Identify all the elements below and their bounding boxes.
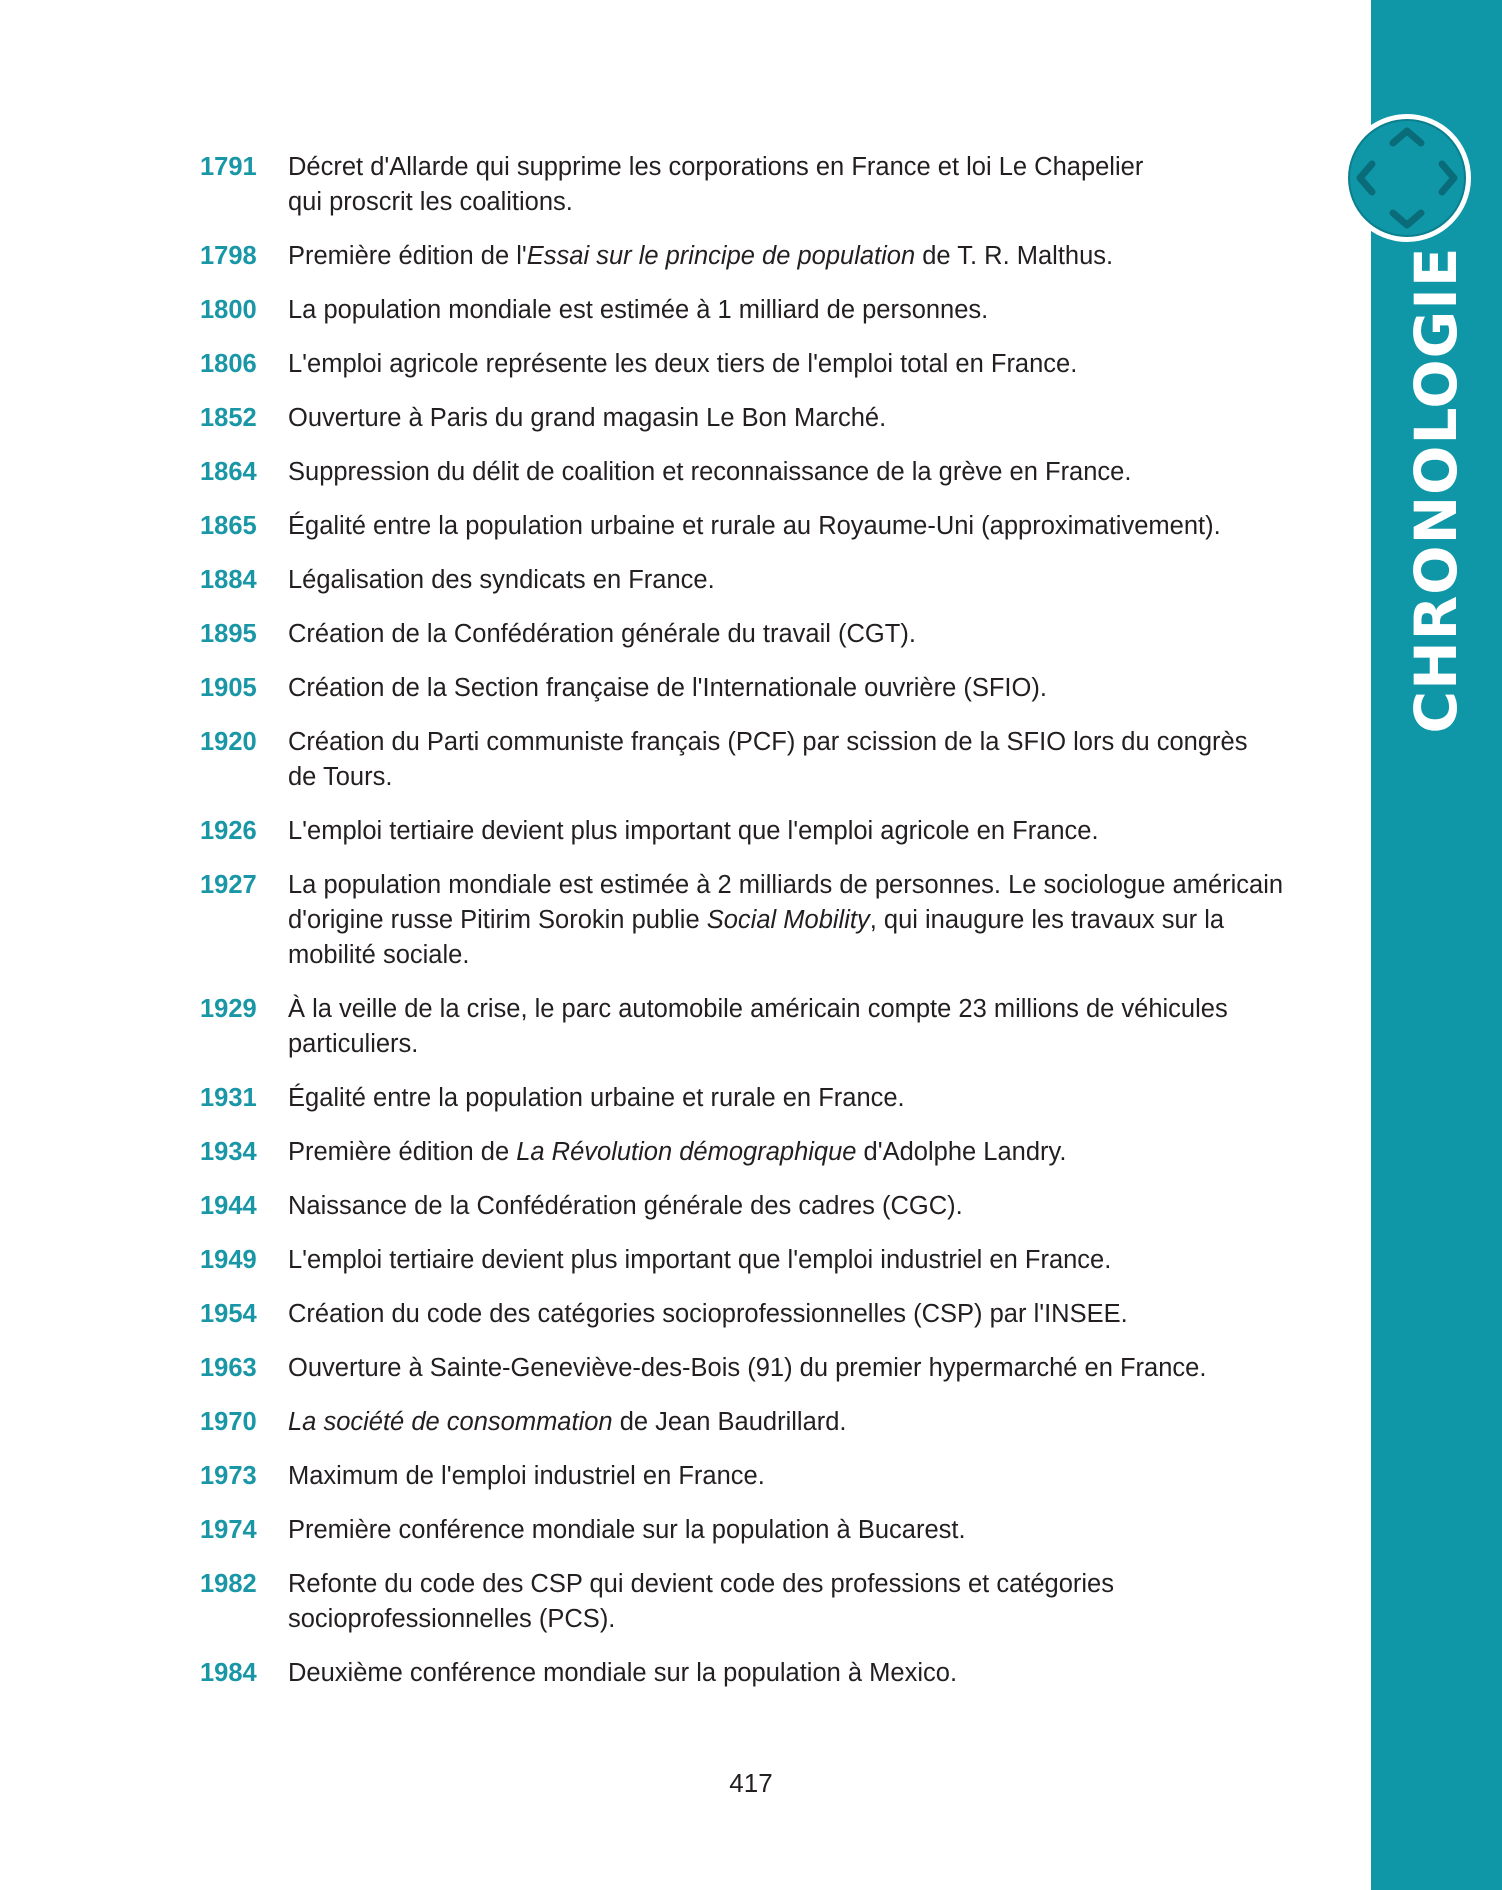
entry-year: 1973 [200,1462,257,1490]
entry-text-part: socioprofessionnelles (PCS). [288,1605,616,1633]
section-title: CHRONOLOGIE [1402,246,1470,734]
entry-text [288,563,1320,598]
entry-text-part: Création du code des catégories socioprofessionnelles (CSP) par l'INSEE. [288,1300,1128,1328]
entry-text-part: particuliers. [288,1030,419,1058]
entry-text [288,1081,1320,1116]
entry-text [288,868,1320,973]
entry-text [288,1351,1320,1386]
chronology-entry [200,455,1320,490]
entry-text-part: Suppression du délit de coalition et reconnaissance de la grève en France. [288,458,1132,486]
entry-year: 1884 [200,566,257,594]
entry-year: 1905 [200,674,257,702]
entry-text-part: de T. R. Malthus. [915,242,1114,270]
entry-text [288,671,1320,706]
entry-text-part: de Jean Baudrillard. [612,1408,847,1436]
entry-year: 1864 [200,458,257,486]
chronology-entry [200,1081,1320,1116]
page-number: 417 [729,1768,773,1798]
entry-title-italic: Essai sur le principe de population [526,242,916,270]
entry-year: 1931 [200,1084,257,1112]
chronology-entry [200,239,1320,274]
entry-year: 1974 [200,1516,257,1544]
entry-year: 1963 [200,1354,257,1382]
entry-text-part: Égalité entre la population urbaine et rurale en France. [288,1084,905,1112]
entry-year: 1934 [200,1138,257,1166]
entry-text [288,1567,1320,1637]
chronology-list [200,150,1320,1710]
entry-text [288,617,1320,652]
entry-text-part: Naissance de la Confédération générale des cadres (CGC). [288,1192,963,1220]
chronology-entry [200,671,1320,706]
entry-text-part: L'emploi tertiaire devient plus important que l'emploi industriel en France. [288,1246,1112,1274]
entry-text-part: Ouverture à Sainte-Geneviève-des-Bois (91) du premier hypermarché en France. [288,1354,1207,1382]
entry-text-part: Ouverture à Paris du grand magasin Le Bon Marché. [288,404,887,432]
chronology-entry [200,617,1320,652]
entry-text-part: d'Adolphe Landry. [856,1138,1067,1166]
entry-text-part: Première édition de l' [288,242,527,270]
chronology-entry [200,293,1320,328]
entry-text [288,509,1320,544]
entry-text [288,1243,1320,1278]
entry-year: 1920 [200,728,257,756]
entry-year: 1984 [200,1659,257,1687]
entry-text [288,814,1320,849]
entry-text-part: L'emploi agricole représente les deux tiers de l'emploi total en France. [288,350,1078,378]
entry-text-part: Deuxième conférence mondiale sur la population à Mexico. [288,1659,958,1687]
entry-year: 1949 [200,1246,257,1274]
chronology-entry [200,1351,1320,1386]
chronology-entry [200,868,1320,973]
entry-year: 1982 [200,1570,257,1598]
entry-text-part: Première conférence mondiale sur la population à Bucarest. [288,1516,966,1544]
entry-year: 1852 [200,404,257,432]
entry-text-part: La population mondiale est estimée à 2 milliards de personnes. Le sociologue américain [288,871,1284,899]
arrows-navigation-icon [1340,111,1474,245]
chronology-entry [200,401,1320,436]
entry-text-part: L'emploi tertiaire devient plus important que l'emploi agricole en France. [288,817,1099,845]
entry-text [288,1297,1320,1332]
entry-text [288,1459,1320,1494]
entry-text-part: de Tours. [288,763,393,791]
entry-year: 1929 [200,995,257,1023]
entry-text [288,239,1320,274]
entry-year: 1970 [200,1408,257,1436]
entry-text [288,293,1320,328]
chronology-entry [200,1135,1320,1170]
entry-year: 1927 [200,871,257,899]
entry-year: 1806 [200,350,257,378]
entry-title-italic: La société de consommation [288,1408,613,1436]
chronology-entry [200,1459,1320,1494]
entry-year: 1954 [200,1300,257,1328]
entry-title-italic: La Révolution démographique [516,1138,857,1166]
chronology-entry [200,992,1320,1062]
chronology-entry [200,150,1320,220]
entry-text-part: , qui inaugure les travaux sur la [869,906,1225,934]
chronology-entry [200,563,1320,598]
chronology-entry [200,1243,1320,1278]
chronology-entry [200,509,1320,544]
chronology-entry [200,347,1320,382]
chronology-entry [200,1656,1320,1691]
entry-text-part: Première édition de [288,1138,517,1166]
entry-year: 1791 [200,153,257,181]
entry-text-part: À la veille de la crise, le parc automobile américain compte 23 millions de véhicules [288,995,1228,1023]
chronology-entry [200,725,1320,795]
entry-text-part: Refonte du code des CSP qui devient code des professions et catégories [288,1570,1114,1598]
entry-text-part: qui proscrit les coalitions. [288,188,573,216]
entry-text [288,347,1320,382]
chronology-entry [200,1567,1320,1637]
entry-text-part: Décret d'Allarde qui supprime les corporations en France et loi Le Chapelier [288,153,1144,181]
entry-year: 1944 [200,1192,257,1220]
chronology-entry [200,1513,1320,1548]
chronology-entry [200,1405,1320,1440]
entry-text [288,1135,1320,1170]
entry-text-part: Création de la Confédération générale du travail (CGT). [288,620,916,648]
entry-text [288,1189,1320,1224]
entry-text-part: Légalisation des syndicats en France. [288,566,715,594]
entry-text [288,1656,1320,1691]
entry-text [288,992,1320,1062]
entry-year: 1895 [200,620,257,648]
entry-year: 1800 [200,296,257,324]
chronology-entry [200,814,1320,849]
entry-text-part: d'origine russe Pitirim Sorokin publie [288,906,707,934]
entry-text [288,1513,1320,1548]
entry-year: 1865 [200,512,257,540]
entry-text-part: La population mondiale est estimée à 1 milliard de personnes. [288,296,989,324]
entry-text [288,1405,1320,1440]
entry-text-part: Égalité entre la population urbaine et rurale au Royaume-Uni (approximativement). [288,512,1221,540]
entry-text [288,150,1320,220]
entry-text [288,455,1320,490]
entry-text-part: Maximum de l'emploi industriel en France. [288,1462,765,1490]
entry-text [288,401,1320,436]
entry-year: 1926 [200,817,257,845]
entry-title-italic: Social Mobility [706,906,870,934]
entry-text-part: mobilité sociale. [288,941,470,969]
entry-year: 1798 [200,242,257,270]
entry-text-part: Création du Parti communiste français (PCF) par scission de la SFIO lors du congrès [288,728,1248,756]
entry-text [288,725,1320,795]
chronology-entry [200,1189,1320,1224]
entry-text-part: Création de la Section française de l'Internationale ouvrière (SFIO). [288,674,1047,702]
chronology-entry [200,1297,1320,1332]
